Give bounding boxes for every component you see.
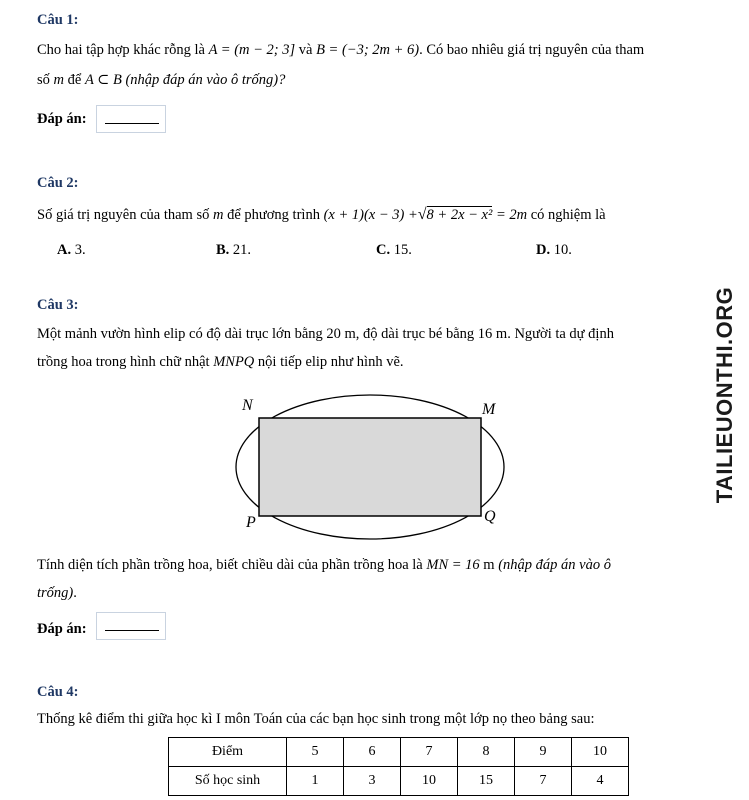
table-cell: 3 [344,767,401,796]
q1-answer-underline [105,123,159,124]
q3-answer-label: Đáp án: [37,621,87,637]
table-cell: 8 [458,738,515,767]
table-cell: 10 [572,738,629,767]
q2-option-c[interactable]: C. 15. [376,242,412,258]
table-header-so-hoc-sinh: Số học sinh [169,767,287,796]
q3-line2: trồng hoa trong hình chữ nhật MNPQ nội tiếp elip như hình vẽ. [37,354,404,370]
q3-answer-input[interactable] [96,612,166,640]
q1-answer-label: Đáp án: [37,111,87,127]
q1-line2: số m để A ⊂ B (nhập đáp án vào ô trống)? [37,72,286,88]
q4-line: Thống kê điểm thi giữa học kì I môn Toán của các bạn học sinh trong một lớp nọ theo bảng sau: [37,711,595,727]
q3-line3: Tính diện tích phần trồng hoa, biết chiều dài của phần trồng hoa là MN = 16 m (nhập đáp án vào ô [37,557,611,573]
vertex-q-label: Q [484,508,496,525]
set-a: A = (m − 2; 3] [208,42,296,58]
mn-equation: MN = 16 [426,557,480,573]
rectangle-mnpq [259,418,481,516]
q3-line4: trống). [37,585,77,601]
vertex-p-label: P [246,514,256,531]
equation-rhs: = 2m [495,207,528,223]
q1-title: Câu 1: [37,12,79,28]
rect-name: MNPQ [213,354,255,370]
watermark: TAILIEUONTHI.ORG [712,286,737,504]
table-cell: 5 [287,738,344,767]
q2-title: Câu 2: [37,175,79,191]
table-cell: 9 [515,738,572,767]
table-header-diem: Điểm [169,738,287,767]
vertex-m-label: M [482,401,496,418]
q1-note: (nhập đáp án vào ô trống)? [125,72,286,88]
q2-option-a[interactable]: A. 3. [57,242,86,258]
q2-option-d[interactable]: D. 10. [536,242,572,258]
q2-option-b[interactable]: B. 21. [216,242,252,258]
table-cell: 15 [458,767,515,796]
table-cell: 7 [515,767,572,796]
radicand: 8 + 2x − x² [426,207,493,223]
q3-answer-underline [105,630,159,631]
vertex-n-label: N [242,397,253,414]
set-b: B = (−3; 2m + 6) [316,42,420,58]
table-row [169,767,629,796]
sqrt-icon: √ [417,206,427,223]
table-cell: 7 [401,738,458,767]
q2-line: Số giá trị nguyên của tham số m để phương trình (x + 1)(x − 3) +√8 + 2x − x² = 2m có nghiệm là [37,206,606,223]
subset-expr: A ⊂ B [84,72,122,88]
table-row [169,738,629,767]
table-cell: 4 [572,767,629,796]
table-cell: 10 [401,767,458,796]
score-table [168,737,629,796]
table-cell: 1 [287,767,344,796]
q3-line1: Một mảnh vườn hình elip có độ dài trục lớn bằng 20 m, độ dài trục bé bằng 16 m. Người ta dự định [37,326,614,342]
ellipse-figure [220,392,520,542]
q1-line1: Cho hai tập hợp khác rỗng là A = (m − 2; 3] và B = (−3; 2m + 6). Có bao nhiêu giá trị nguyên của tham [37,42,645,58]
table-cell: 6 [344,738,401,767]
q4-title: Câu 4: [37,684,79,700]
equation-lhs: (x + 1)(x − 3) + [323,207,418,223]
q3-title: Câu 3: [37,297,79,313]
q1-answer-input[interactable] [96,105,166,133]
